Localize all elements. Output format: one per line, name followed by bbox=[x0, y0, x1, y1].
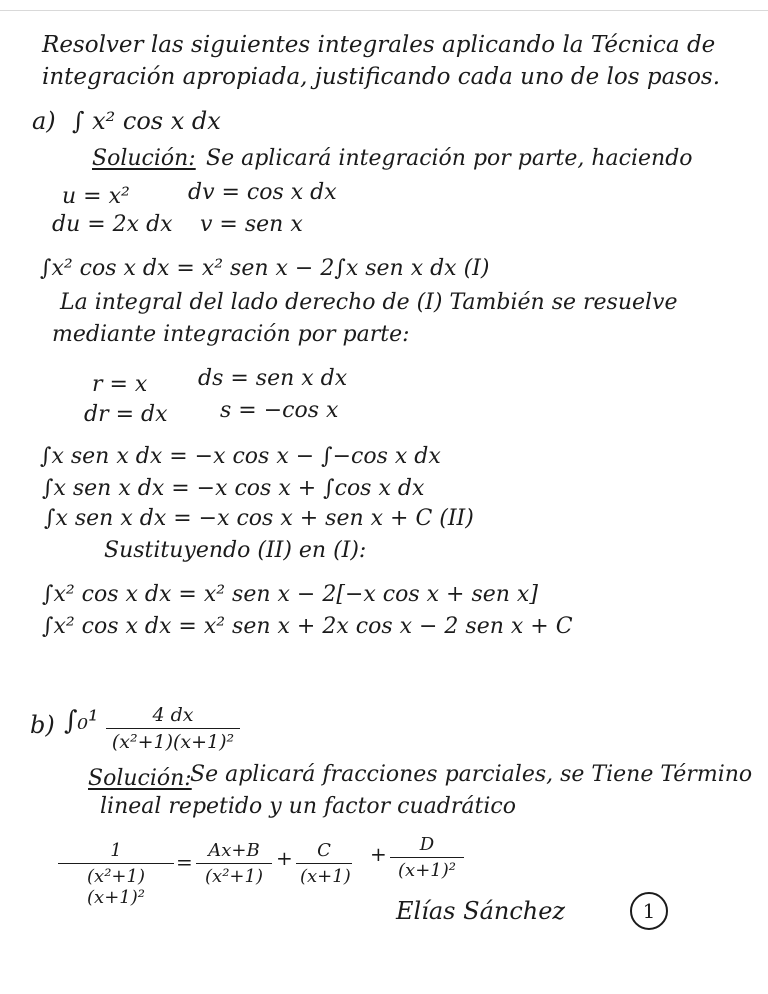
part-a-u: u = x² bbox=[62, 184, 130, 209]
pf-equals: = bbox=[176, 850, 193, 874]
part-b-solution-text-2: lineal repetido y un factor cuadrático bbox=[100, 794, 516, 819]
pf-lhs bbox=[58, 840, 174, 908]
part-a-integral: ∫ x² cos x dx bbox=[72, 107, 221, 135]
page-number: 1 bbox=[630, 892, 668, 930]
part-a-dv: dv = cos x dx bbox=[188, 180, 337, 205]
part-a-solution-text: Se aplicará integración por parte, haciendo bbox=[206, 146, 693, 171]
part-a-text1: La integral del lado derecho de (I) También se resuelve bbox=[60, 290, 678, 315]
part-a-eq3: ∫x sen x dx = −x cos x + ∫cos x dx bbox=[42, 476, 425, 501]
author-signature: Elías Sánchez bbox=[396, 897, 566, 925]
part-a-s: s = −cos x bbox=[220, 398, 339, 423]
top-rule bbox=[0, 10, 768, 11]
pf-plus-1: + bbox=[276, 846, 293, 870]
part-a-substitution: Sustituyendo (II) en (I): bbox=[104, 538, 367, 563]
pf-term-2-numerator: C bbox=[317, 840, 331, 861]
part-b-denominator: (x²+1)(x+1)² bbox=[111, 731, 235, 753]
pf-term-3-denominator: (x+1)² bbox=[398, 860, 456, 881]
part-a-label: a) bbox=[32, 107, 56, 135]
pf-lhs-numerator: 1 bbox=[110, 840, 122, 861]
fraction-bar bbox=[196, 863, 272, 864]
pf-term-3 bbox=[390, 834, 464, 881]
part-b-solution-text-1: Se aplicará fracciones parciales, se Tiene Término bbox=[190, 762, 753, 787]
pf-term-1 bbox=[196, 840, 272, 887]
part-a-r: r = x bbox=[92, 372, 148, 397]
pf-term-2 bbox=[296, 840, 352, 887]
part-a-eq4: ∫x sen x dx = −x cos x + sen x + C (II) bbox=[44, 506, 474, 531]
pf-term-1-numerator: Ax+B bbox=[208, 840, 260, 861]
part-b-limits: ∫₀¹ bbox=[64, 706, 99, 736]
pf-lhs-denominator: (x²+1)(x+1)² bbox=[87, 866, 145, 908]
fraction-bar bbox=[106, 728, 240, 729]
part-a-ds: ds = sen x dx bbox=[198, 366, 348, 391]
part-a-v: v = sen x bbox=[200, 212, 303, 237]
part-a-eq1: ∫x² cos x dx = x² sen x − 2∫x sen x dx (I) bbox=[40, 256, 490, 281]
pf-term-2-denominator: (x+1) bbox=[300, 866, 351, 887]
fraction-bar bbox=[58, 863, 174, 864]
pf-plus-2: + bbox=[370, 842, 387, 866]
pf-term-1-denominator: (x²+1) bbox=[205, 866, 263, 887]
pf-term-3-numerator: D bbox=[419, 834, 435, 855]
part-a-eq6: ∫x² cos x dx = x² sen x + 2x cos x − 2 sen x + C bbox=[42, 614, 573, 639]
part-a-dr: dr = dx bbox=[84, 402, 168, 427]
header-line-2: integración apropiada, justificando cada uno de los pasos. bbox=[42, 64, 721, 90]
fraction-bar bbox=[296, 863, 352, 864]
part-b-label: b) bbox=[30, 711, 55, 739]
part-a-eq2: ∫x sen x dx = −x cos x − ∫−cos x dx bbox=[40, 444, 441, 469]
part-a-solution-label: Solución: bbox=[92, 146, 196, 171]
header-line-1: Resolver las siguientes integrales aplicando la Técnica de bbox=[42, 32, 716, 58]
part-a-eq5: ∫x² cos x dx = x² sen x − 2[−x cos x + sen x] bbox=[42, 582, 538, 607]
part-b-solution-label: Solución: bbox=[88, 766, 192, 791]
part-b-numerator: 4 dx bbox=[152, 704, 194, 726]
part-a-du: du = 2x dx bbox=[52, 212, 173, 237]
fraction-bar bbox=[390, 857, 464, 858]
part-a-text2: mediante integración por parte: bbox=[52, 322, 410, 347]
part-b-integrand bbox=[106, 704, 240, 753]
